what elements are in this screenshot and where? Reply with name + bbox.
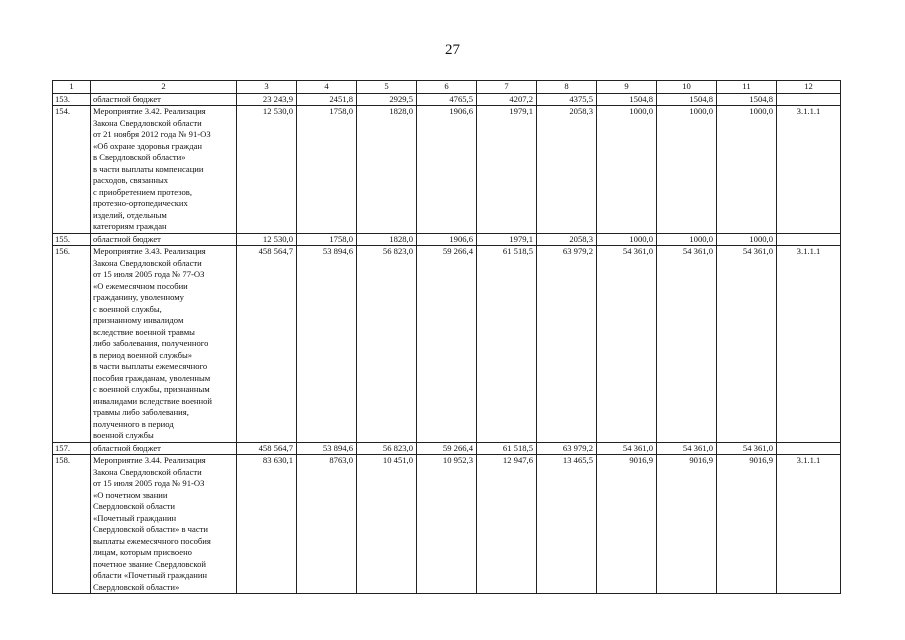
row-name-cell: Мероприятие 3.44. Реализация Закона Свердловской области от 15 июля 2005 года № 91-ОЗ «О почетном звании Свердловской области «Почетный гражданин Свердловской области» в части выплаты ежемесячного пособия лицам, которым присвоено почетное звание Свердловской области «Почетный гражданин Свердловской области» (91, 455, 237, 594)
value-cell: 61 518,5 (477, 246, 537, 443)
value-cell: 10 451,0 (357, 455, 417, 594)
value-cell: 9016,9 (597, 455, 657, 594)
value-cell: 53 894,6 (297, 442, 357, 455)
value-cell: 56 823,0 (357, 246, 417, 443)
value-cell: 54 361,0 (717, 442, 777, 455)
code-cell: 3.1.1.1 (777, 455, 841, 594)
value-cell: 1828,0 (357, 106, 417, 234)
value-cell: 1000,0 (717, 233, 777, 246)
value-cell: 4765,5 (417, 93, 477, 106)
code-cell (777, 233, 841, 246)
row-number-cell: 153. (53, 93, 91, 106)
row-name-cell: Мероприятие 3.42. Реализация Закона Свердловской области от 21 ноября 2012 года № 91-ОЗ «Об охране здоровья граждан в Свердловской области» в части выплаты компенсации расходов, связанных с приобретением протезов, протезно-ортопедических изделий, отдельным категориям граждан (91, 106, 237, 234)
column-header: 1 (53, 81, 91, 94)
column-header: 11 (717, 81, 777, 94)
value-cell: 4375,5 (537, 93, 597, 106)
table-row (53, 442, 841, 455)
value-cell: 12 947,6 (477, 455, 537, 594)
table-row (53, 246, 841, 443)
value-cell: 4207,2 (477, 93, 537, 106)
code-cell (777, 442, 841, 455)
code-cell: 3.1.1.1 (777, 106, 841, 234)
value-cell: 458 564,7 (237, 442, 297, 455)
row-name-cell: областной бюджет (91, 442, 237, 455)
value-cell: 1000,0 (657, 106, 717, 234)
value-cell: 13 465,5 (537, 455, 597, 594)
table-row (53, 93, 841, 106)
column-header: 10 (657, 81, 717, 94)
value-cell: 1000,0 (657, 233, 717, 246)
table-row (53, 233, 841, 246)
value-cell: 1504,8 (717, 93, 777, 106)
value-cell: 1979,1 (477, 106, 537, 234)
column-header: 3 (237, 81, 297, 94)
column-header: 8 (537, 81, 597, 94)
row-number-cell: 154. (53, 106, 91, 234)
value-cell: 9016,9 (657, 455, 717, 594)
value-cell: 54 361,0 (657, 442, 717, 455)
row-name-cell: областной бюджет (91, 93, 237, 106)
value-cell: 63 979,2 (537, 442, 597, 455)
value-cell: 61 518,5 (477, 442, 537, 455)
value-cell: 56 823,0 (357, 442, 417, 455)
column-header: 12 (777, 81, 841, 94)
value-cell: 63 979,2 (537, 246, 597, 443)
value-cell: 1758,0 (297, 106, 357, 234)
column-header: 6 (417, 81, 477, 94)
value-cell: 2058,3 (537, 233, 597, 246)
value-cell: 10 952,3 (417, 455, 477, 594)
row-number-cell: 157. (53, 442, 91, 455)
value-cell: 458 564,7 (237, 246, 297, 443)
table-row (53, 106, 841, 234)
value-cell: 8763,0 (297, 455, 357, 594)
value-cell: 1504,8 (657, 93, 717, 106)
column-header: 2 (91, 81, 237, 94)
value-cell: 12 530,0 (237, 233, 297, 246)
column-header: 7 (477, 81, 537, 94)
value-cell: 83 630,1 (237, 455, 297, 594)
table-row (53, 455, 841, 594)
value-cell: 54 361,0 (657, 246, 717, 443)
value-cell: 23 243,9 (237, 93, 297, 106)
value-cell: 2929,5 (357, 93, 417, 106)
row-number-cell: 155. (53, 233, 91, 246)
table-header-row (53, 81, 841, 94)
row-name-cell: областной бюджет (91, 233, 237, 246)
value-cell: 59 266,4 (417, 442, 477, 455)
column-header: 5 (357, 81, 417, 94)
budget-table (52, 80, 841, 594)
value-cell: 54 361,0 (597, 442, 657, 455)
value-cell: 1906,6 (417, 233, 477, 246)
code-cell (777, 93, 841, 106)
code-cell: 3.1.1.1 (777, 246, 841, 443)
page-number: 27 (445, 42, 460, 58)
value-cell: 1828,0 (357, 233, 417, 246)
row-name-cell: Мероприятие 3.43. Реализация Закона Свердловской области от 15 июля 2005 года № 77-ОЗ «О ежемесячном пособии гражданину, уволенному с военной службы, признанному инвалидом вследствие военной травмы либо заболевания, полученного в период военной службы» в части выплаты ежемесячного пособия гражданам, уволенным с военной службы, признанным инвалидами вследствие военной травмы либо заболевания, полученного в период военной службы (91, 246, 237, 443)
value-cell: 1504,8 (597, 93, 657, 106)
value-cell: 1000,0 (717, 106, 777, 234)
value-cell: 12 530,0 (237, 106, 297, 234)
value-cell: 54 361,0 (717, 246, 777, 443)
column-header: 4 (297, 81, 357, 94)
value-cell: 1758,0 (297, 233, 357, 246)
value-cell: 2451,8 (297, 93, 357, 106)
value-cell: 9016,9 (717, 455, 777, 594)
value-cell: 1979,1 (477, 233, 537, 246)
value-cell: 1906,6 (417, 106, 477, 234)
row-number-cell: 158. (53, 455, 91, 594)
value-cell: 54 361,0 (597, 246, 657, 443)
column-header: 9 (597, 81, 657, 94)
row-number-cell: 156. (53, 246, 91, 443)
value-cell: 1000,0 (597, 106, 657, 234)
value-cell: 59 266,4 (417, 246, 477, 443)
value-cell: 1000,0 (597, 233, 657, 246)
value-cell: 2058,3 (537, 106, 597, 234)
value-cell: 53 894,6 (297, 246, 357, 443)
